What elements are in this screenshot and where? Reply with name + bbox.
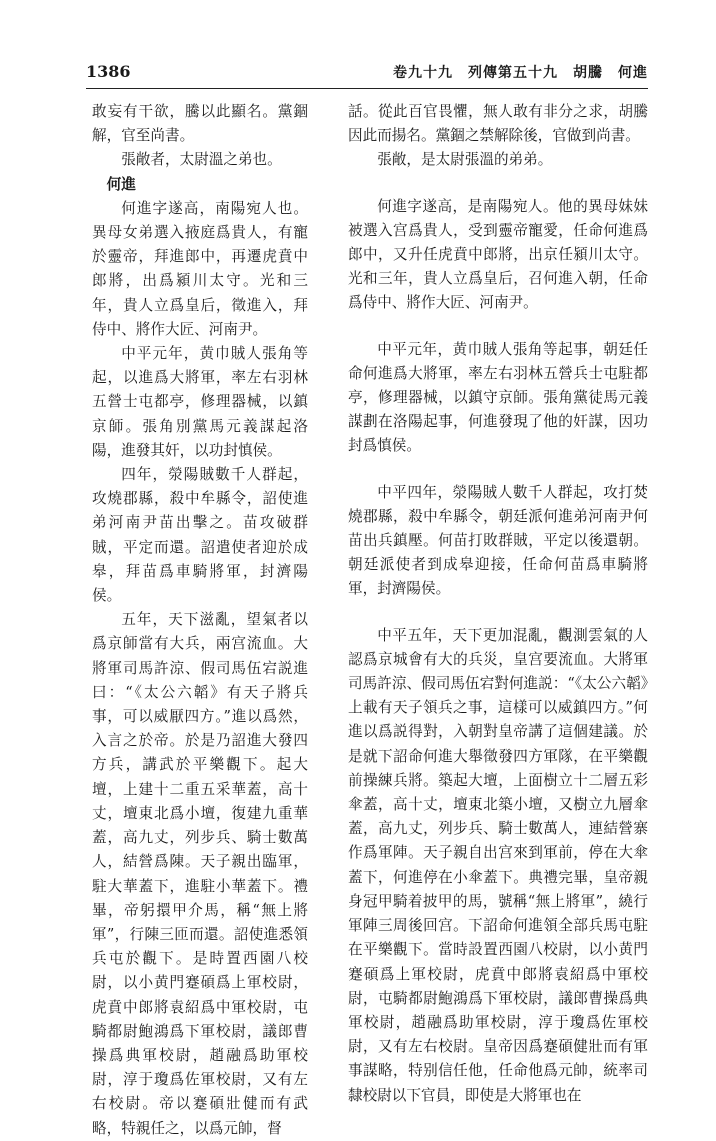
- paragraph: 何進字遂高，是南陽宛人。他的異母妹妹被選入宫爲貴人，受到靈帝寵愛，任命何進爲郎中，又升任虎賁中郎將，出京任潁川太守。光和三年，貴人立爲皇后，召何進入朝，任命爲侍中、將作大匠、河南尹。: [348, 197, 648, 312]
- paragraph: 何進字遂高，南陽宛人也。異母女弟選入掖庭爲貴人，有寵於靈帝，拜進郎中，再遷虎賁中郎將，出爲潁川太守。光和三年，貴人立爲皇后，徵進入，拜侍中、將作大匠、河南尹。: [92, 199, 308, 338]
- block-gap: [348, 316, 648, 338]
- section-heading: 何進: [106, 175, 136, 193]
- paragraph: 中平四年，滎陽賊人數千人群起，攻打焚燒郡縣，殺中牟縣令，朝廷派何進弟河南尹何苗出兵鎮壓。何苗打敗群賊，平定以後還朝。朝廷派使者到成皋迎接，任命何苗爲車騎將軍，封濟陽侯。: [348, 483, 648, 598]
- paragraph: 中平元年，黄巾賊人張角等起事，朝廷任命何進爲大將軍，率左右羽林五營兵士屯駐都亭，修理器械，以鎮守京師。張角黨徒馬元義謀劃在洛陽起事，何進發現了他的奸謀，因功封爲慎侯。: [348, 340, 648, 455]
- page-header: [86, 62, 648, 86]
- classical-text-column: [92, 100, 308, 1141]
- paragraph: 五年，天下滋亂，望氣者以爲京師當有大兵，兩宫流血。大將軍司馬許涼、假司馬伍宕説進曰：“《太公六韜》有天子將兵事，可以威厭四方。”進以爲然，入言之於帝。於是乃詔進大發四方兵，講武於平樂觀下。起大壇，上建十二重五采華蓋，高十丈，壇東北爲小壇，復建九重華蓋，高九丈，列步兵、騎士數萬人，結營爲陳。天子親出臨軍，駐大華蓋下，進駐小華蓋下。禮畢，帝躬擐甲介馬，稱“無上將軍”，行陳三匝而還。詔使進悉領兵屯於觀下。是時置西園八校尉，以小黄門蹇碩爲上軍校尉，虎賁中郎將袁紹爲中軍校尉，屯騎都尉鮑鴻爲下軍校尉，議郎曹操爲典軍校尉，趙融爲助軍校尉，淳于瓊爲佐軍校尉，又有左右校尉。帝以蹇碩壯健而有武略，特親任之，以爲元帥，督: [92, 611, 308, 1137]
- paragraph: 中平元年，黄巾賊人張角等起，以進爲大將軍，率左右羽林五營士屯都亭，修理器械，以鎮京師。張角別黨馬元義謀起洛陽，進發其奸，以功封慎侯。: [92, 345, 308, 459]
- block-gap: [348, 173, 648, 195]
- page-number: 1386: [86, 62, 131, 81]
- running-title: 卷九十九 列傳第五十九 胡騰 何進: [393, 65, 648, 81]
- header-rule: [86, 88, 648, 89]
- paragraph: 敢妄有干欲，騰以此顯名。黨錮解，官至尚書。: [92, 103, 308, 145]
- paragraph: 張敞者，太尉溫之弟也。: [121, 151, 282, 169]
- paragraph: 四年，滎陽賊數千人群起，攻燒郡縣，殺中牟縣令，詔使進弟河南尹苗出擊之。苗攻破群賊，平定而還。詔遣使者迎於成皋，拜苗爲車騎將軍，封濟陽侯。: [92, 466, 308, 605]
- paragraph: 話。從此百官畏懼，無人敢有非分之求，胡騰因此而揚名。黨錮之禁解除後，官做到尚書。: [348, 103, 648, 145]
- paragraph: 中平五年，天下更加混亂，觀測雲氣的人認爲京城會有大的兵災，皇宫要流血。大將軍司馬許涼、假司馬伍宕對何進説：“《太公六韜》上載有天子領兵之事，這樣可以威鎮四方。”何進以爲説得對，入朝對皇帝講了這個建議。於是就下詔命何進大舉徵發四方軍隊，在平樂觀前操練兵將。築起大壇，上面樹立十二層五彩傘蓋，高十丈，壇東北築小壇，又樹立九層傘蓋，高九丈，列步兵、騎士數萬人，連結營寨作爲軍陣。天子親自出宫來到軍前，停在大傘蓋下，何進停在小傘蓋下。典禮完畢，皇帝親身冠甲騎着披甲的馬，號稱“無上將軍”，繞行軍陣三周後回宫。下詔命何進領全部兵馬屯駐在平樂觀下。當時設置西園八校尉，以小黄門蹇碩爲上軍校尉，虎賁中郎將袁紹爲中軍校尉，屯騎都尉鮑鴻爲下軍校尉，議郎曹操爲典軍校尉，趙融爲助軍校尉，淳于瓊爲佐軍校尉，又有左右校尉。皇帝因爲蹇碩健壯而有軍事謀略，特别信任他，任命他爲元帥，統率司隸校尉以下官員，即使是大將軍也在: [348, 626, 648, 1104]
- block-gap: [348, 602, 648, 624]
- block-gap: [348, 459, 648, 481]
- paragraph: 張敞，是太尉張溫的弟弟。: [377, 151, 553, 169]
- translation-column: [348, 100, 648, 1108]
